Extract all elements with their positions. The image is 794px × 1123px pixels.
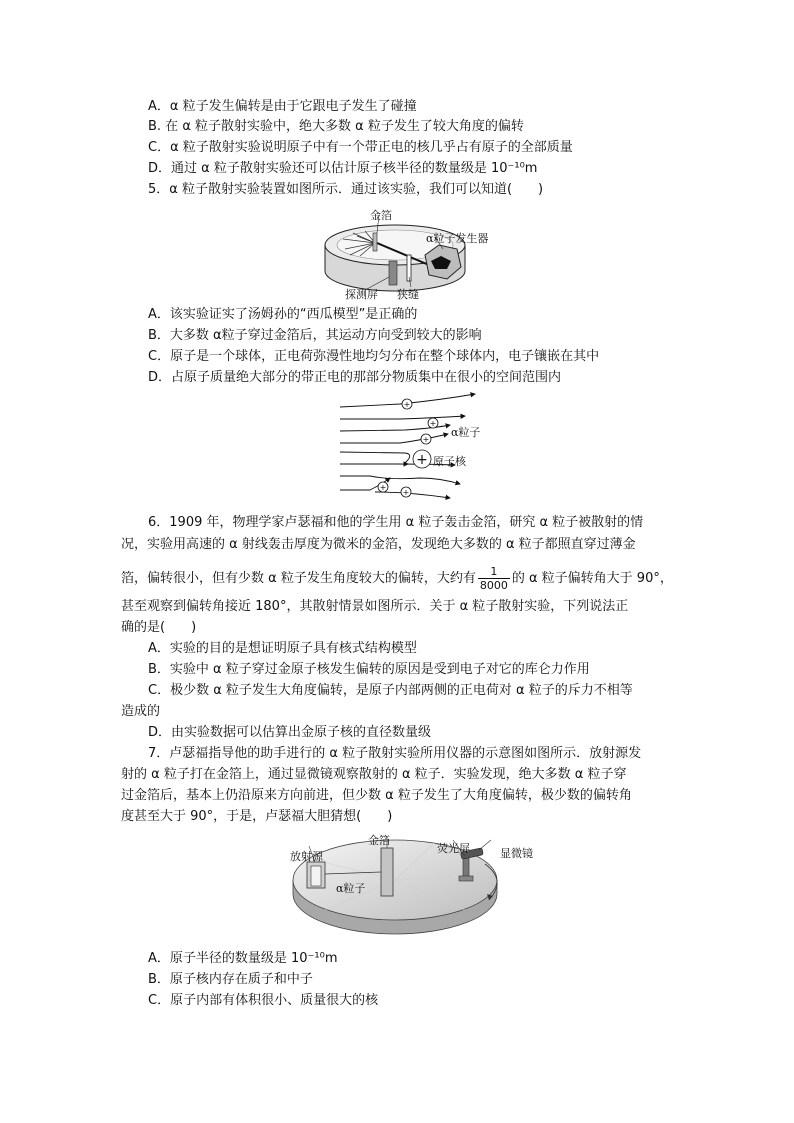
plus-sign: +	[379, 483, 387, 492]
q6-line-4: 甚至观察到偏转角接近 180°，其散射情景如图所示．关于 α 粒子散射实验，下列说法正	[121, 599, 629, 614]
plus-sign: +	[422, 435, 430, 444]
q6-line-1: 6．1909 年，物理学家卢瑟福和他的学生用 α 粒子轰击金箔，研究 α 粒子被散射的情	[148, 515, 644, 530]
q7-line-2: 射的 α 粒子打在金箔上，通过显微镜观察散射的 α 粒子．实验发现，绝大多数 α 粒子穿	[121, 767, 627, 782]
q6-line-2: 况，实验用高速的 α 射线轰击厚度为微米的金箔，发现绝大多数的 α 粒子都照直穿过薄金	[121, 537, 636, 552]
q5-label-source: α粒子发生器	[426, 232, 489, 245]
plus-sign: +	[403, 400, 411, 409]
fraction-denominator: 8000	[479, 579, 508, 592]
q5-option-c: C．原子是一个球体，正电荷弥漫性地均匀分布在整个球体内，电子镶嵌在其中	[148, 349, 600, 364]
q6-option-c: C．极少数 α 粒子发生大角度偏转，是原子内部两侧的正电荷对 α 粒子的斥力不相等	[148, 683, 633, 698]
q7-label-foil: 金箔	[368, 834, 390, 847]
q6-line-5: 确的是( )	[121, 620, 197, 635]
plus-sign: +	[429, 419, 437, 428]
q6-option-c-cont: 造成的	[121, 704, 161, 719]
q7-label-source: 放射源	[290, 850, 323, 863]
q6-option-b: B．实验中 α 粒子穿过金原子核发生偏转的原因是受到电子对它的库仑力作用	[148, 662, 590, 677]
fig2-label-alpha: α粒子	[451, 426, 481, 439]
q7-label-alpha: α粒子	[336, 882, 366, 895]
q5-label-slit: 狭缝	[397, 288, 419, 301]
plus-sign: +	[402, 488, 410, 497]
q7-line-4: 度甚至大于 90°，于是，卢瑟福大胆猜想( )	[121, 809, 393, 824]
q6-line-3a: 箔，偏转很小，但有少数 α 粒子发生角度较大的偏转，大约有	[121, 571, 476, 586]
q6-line-3	[121, 565, 673, 592]
q6-option-d: D．由实验数据可以估算出金原子核的直径数量级	[148, 725, 432, 740]
q7-option-b: B．原子核内存在质子和中子	[148, 972, 313, 987]
q5-label-screen: 探测屏	[345, 288, 378, 301]
fig2-label-nucleus: 原子核	[433, 455, 466, 468]
q5-option-b: B．大多数 α粒子穿过金箔后，其运动方向受到较大的影响	[148, 328, 482, 343]
q7-line-3: 过金箔后，基本上仍沿原来方向前进，但少数 α 粒子发生了大角度偏转，极少数的偏转角	[121, 788, 632, 803]
q6-line-3b: 的 α 粒子偏转角大于 90°，	[511, 571, 673, 586]
q7-apparatus-figure	[285, 830, 505, 942]
q4-option-a: A．α 粒子发生偏转是由于它跟电子发生了碰撞	[148, 99, 417, 114]
fraction-numerator: 1	[478, 565, 510, 579]
q7-label-microscope: 显微镜	[500, 847, 533, 860]
q7-line-1: 7．卢瑟福指导他的助手进行的 α 粒子散射实验所用仪器的示意图如图所示．放射源发	[148, 746, 642, 761]
q6-option-a: A．实验的目的是想证明原子具有核式结构模型	[148, 641, 417, 656]
q4-option-c: C．α 粒子散射实验说明原子中有一个带正电的核几乎占有原子的全部质量	[148, 140, 573, 155]
plus-sign: +	[416, 452, 428, 468]
q5-label-foil: 金箔	[370, 209, 392, 222]
scattering-trajectories-figure	[330, 392, 490, 502]
q4-option-d: D．通过 α 粒子散射实验还可以估计原子核半径的数量级是 10⁻¹⁰m	[148, 161, 538, 176]
q5-option-d: D．占原子质量绝大部分的带正电的那部分物质集中在很小的空间范围内	[148, 370, 562, 385]
q7-option-a: A．原子半径的数量级是 10⁻¹⁰m	[148, 951, 338, 966]
q5-option-a: A．该实验证实了汤姆孙的“西瓜模型”是正确的	[148, 307, 418, 322]
q4-option-b: B. 在 α 粒子散射实验中，绝大多数 α 粒子发生了较大角度的偏转	[148, 119, 524, 134]
fraction	[478, 565, 510, 592]
q7-label-screen: 荧光屏	[437, 842, 470, 855]
q5-stem: 5．α 粒子散射实验装置如图所示．通过该实验，我们可以知道( )	[148, 182, 544, 197]
q7-option-c: C．原子内部有体积很小、质量很大的核	[148, 993, 379, 1008]
